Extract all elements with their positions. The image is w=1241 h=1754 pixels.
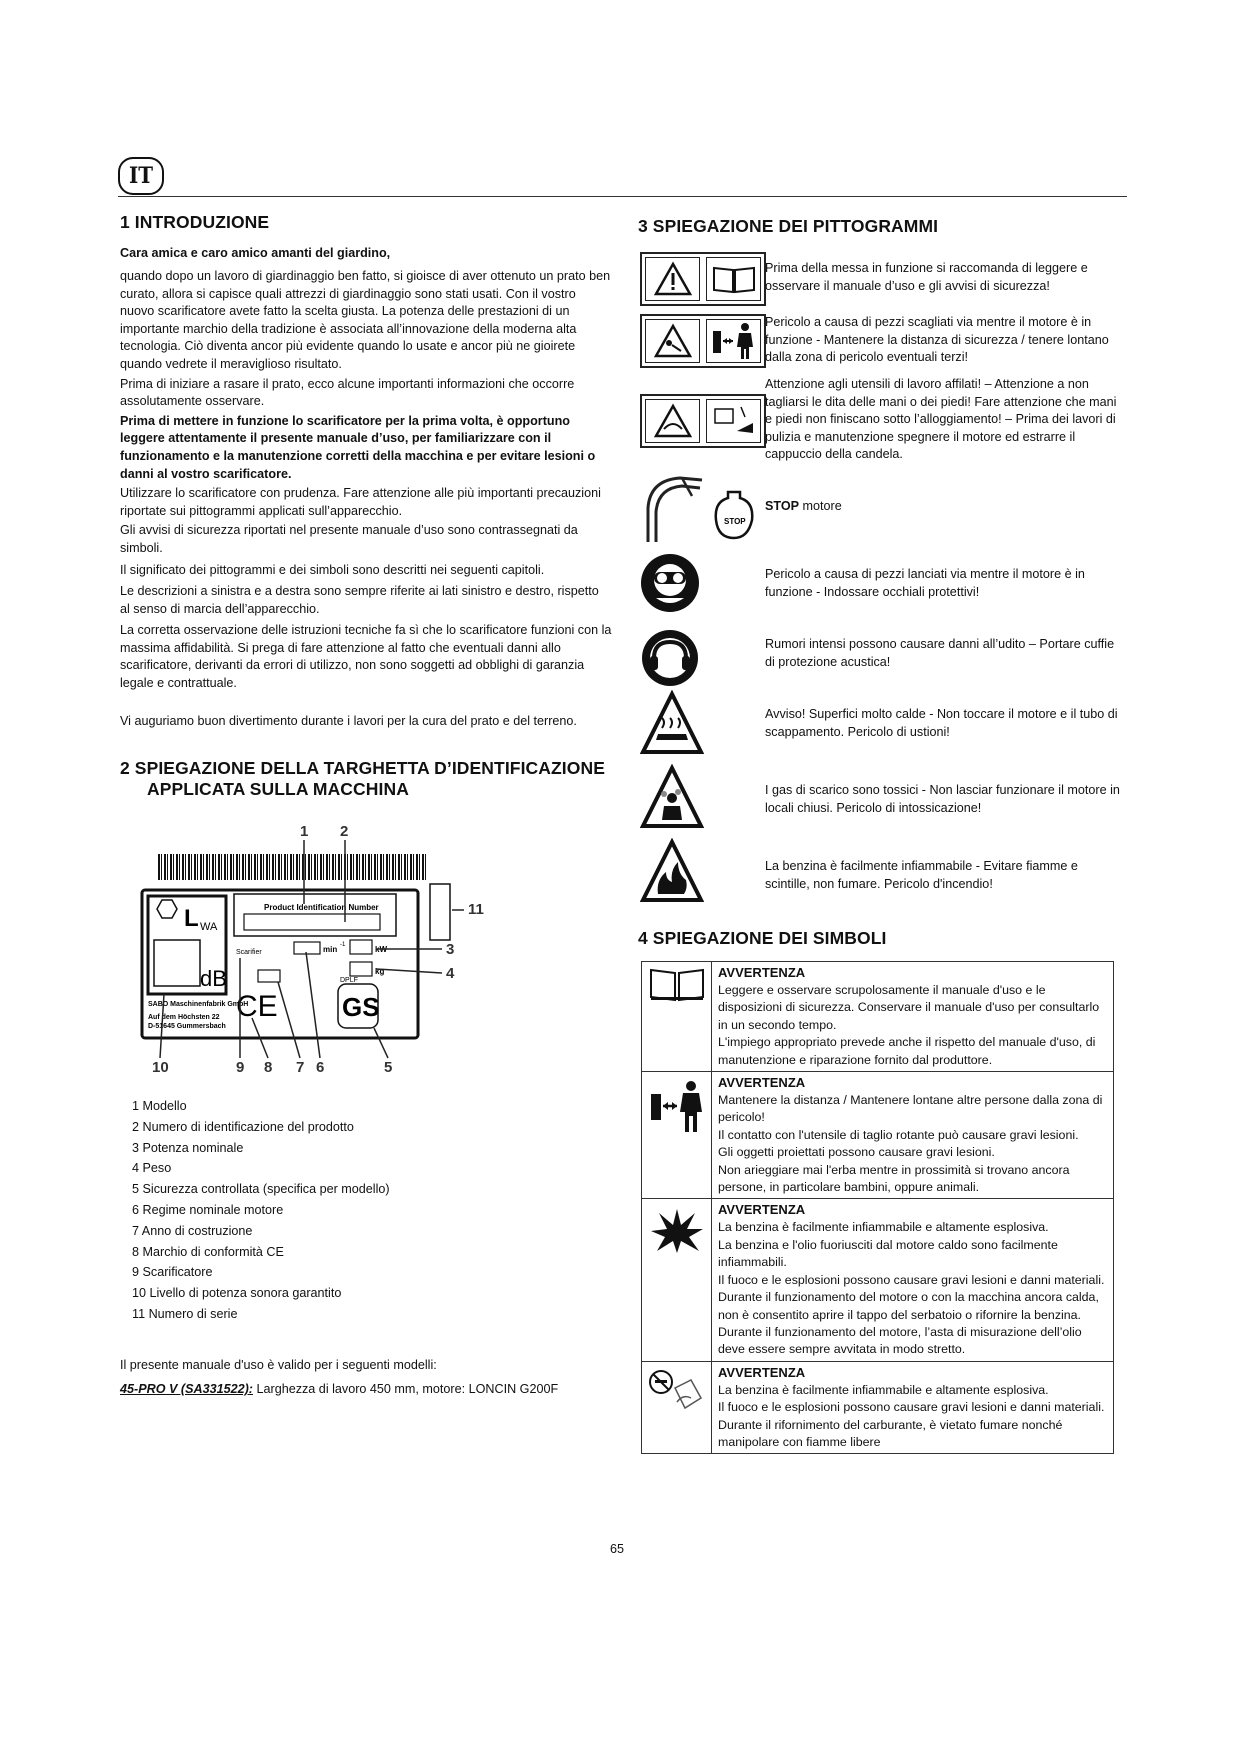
kw-label: kW	[375, 945, 387, 954]
callout-10: 10	[152, 1059, 169, 1076]
symbol-text-cell	[712, 1199, 1114, 1361]
symbol-row	[642, 1072, 1114, 1199]
warning-line: La benzina e l'olio fuoriusciti dal motore caldo sono facilmente infiammabili.	[718, 1237, 1058, 1270]
section2-title-line1: 2 SPIEGAZIONE DELLA TARGHETTA D’IDENTIFICAZIONE	[120, 758, 605, 778]
model-code: 45-PRO V (SA331522):	[120, 1382, 253, 1396]
warning-line: Durante il funzionamento del motore, l’asta di misurazione dell’olio deve essere sempre avvitata in modo stretto.	[718, 1324, 1082, 1357]
warning-heading: AVVERTENZA	[718, 1075, 806, 1091]
plate-legend	[132, 1096, 390, 1325]
ear-muffs-icon	[640, 628, 700, 688]
model-line	[120, 1382, 558, 1396]
legend-item: 8 Marchio di conformità CE	[132, 1244, 284, 1259]
intro-text	[120, 268, 612, 730]
gs-mark: GS	[342, 992, 380, 1022]
page-number: 65	[610, 1542, 625, 1556]
callout-1: 1	[300, 823, 309, 840]
picto-sharp-tools	[640, 394, 766, 448]
kg-label: kg	[375, 967, 385, 976]
legend-item: 11 Numero di serie	[132, 1306, 238, 1321]
toxic-fumes-warning-icon	[640, 764, 704, 830]
legend-item: 6 Regime nominale motore	[132, 1202, 284, 1217]
model-description: Larghezza di lavoro 450 mm, motore: LONCIN G200F	[253, 1382, 559, 1396]
warning-heading: AVVERTENZA	[718, 1202, 806, 1218]
legend-item: 7 Anno di costruzione	[132, 1223, 253, 1238]
symbol-row	[642, 1361, 1114, 1454]
symbol-icon-cell	[642, 1361, 712, 1454]
keep-distance-person-icon	[711, 321, 757, 361]
section2-title-line2: APPLICATA SULLA MACCHINA	[147, 779, 409, 799]
maker-address-1: Auf dem Höchsten 22	[148, 1014, 220, 1021]
goggles-icon	[640, 552, 700, 614]
language-badge: IT	[118, 157, 164, 195]
legend-item: 10 Livello di potenza sonora garantito	[132, 1286, 342, 1301]
intro-closing: Vi auguriamo buon divertimento durante i lavori per la cura del prato e del terreno.	[120, 713, 577, 728]
warning-line: Non arieggiare mai l'erba mentre in prossimità si trovano ancora persone, in particolare bambini, oppure animali.	[718, 1162, 1070, 1195]
warning-line: La benzina è facilmente infiammabile e altamente esplosiva.	[718, 1220, 1049, 1235]
picto-eye-protection	[640, 552, 700, 619]
book-icon	[711, 262, 757, 296]
callout-9: 9	[236, 1059, 245, 1076]
symbol-icon-cell	[642, 1072, 712, 1199]
maker-address-2: D-51645 Gummersbach	[148, 1023, 226, 1030]
lwa-subscript: WA	[200, 921, 218, 933]
legend-item: 5 Sicurezza controllata (specifica per modello)	[132, 1182, 390, 1197]
intro-paragraph: quando dopo un lavoro di giardinaggio ben fatto, si gioisce di aver ottenuto un prato ben curato, allora si capisce quali attrezzi di giardinaggio sono stati usati. Con il vostro nuovo scarificatore avete fatto la scelta giusta. La potenza delle prestazioni di un importante marchio della tradizione è associata all’innovazione della moderna alta tecnologia. Ciò diventa ancor più evidente quando lo usate e ancor più ne gioirete quando vedrete il meraviglioso risultato.	[120, 269, 611, 371]
callout-2: 2	[340, 823, 349, 840]
pin-label: Product Identification Number	[264, 903, 379, 912]
legend-item: 2 Numero di identificazione del prodotto	[132, 1119, 354, 1134]
handle-stop-icon	[640, 472, 766, 544]
ce-mark: CE	[236, 990, 278, 1023]
picto-text: Pericolo a causa di pezzi lanciati via mentre il motore è in funzione - Indossare occhiali protettivi!	[765, 567, 1085, 599]
picto-toxic-gas	[640, 764, 704, 835]
intro-paragraph: Il significato dei pittogrammi e dei simboli sono descritti nei seguenti capitoli.	[120, 562, 545, 577]
hot-surface-warning-icon	[640, 690, 704, 756]
symbol-row	[642, 1199, 1114, 1361]
legend-item: 3 Potenza nominale	[132, 1140, 244, 1155]
hex-icon	[157, 900, 177, 918]
callout-8: 8	[264, 1059, 273, 1076]
warning-triangle-icon	[653, 261, 693, 297]
lwa-symbol: L	[184, 905, 199, 932]
symbol-text-cell	[712, 1361, 1114, 1454]
legend-item: 9 Scarificatore	[132, 1265, 213, 1280]
picto-text: Pericolo a causa di pezzi scagliati via mentre il motore è in funzione - Mantenere la distanza di sicurezza / tenere lontano dalla zona di pericolo eventuali terzi!	[765, 315, 1109, 365]
warning-line: Mantenere la distanza / Mantenere lontane altre persone dalla zona di pericolo!	[718, 1093, 1103, 1125]
intro-paragraph-bold: Prima di mettere in funzione lo scarificatore per la prima volta, è opportuno leggere attentamente il presente manuale d’uso, per familiarizzare con il funzionamento e la manutenzione corretti della macchina e per evitare lesioni o danni al vostro scarificatore.	[120, 413, 596, 481]
warning-line: Durante il rifornimento del carburante, è vietato fumare nonché manipolare con fiamme libere	[718, 1417, 1063, 1449]
picto-text: Avviso! Superfici molto calde - Non toccare il motore e il tubo di scappamento. Pericolo di ustioni!	[765, 707, 1118, 739]
callout-11: 11	[468, 901, 484, 918]
stop-text: motore	[799, 499, 842, 513]
callout-3: 3	[446, 941, 455, 958]
section1-title: 1 INTRODUZIONE	[120, 212, 270, 232]
legend-item: 1 Modello	[132, 1099, 187, 1113]
warning-line: Il fuoco e le esplosioni possono causare gravi lesioni e danni materiali.	[718, 1400, 1105, 1415]
symbols-table	[641, 961, 1114, 1454]
intro-paragraph: Gli avvisi di sicurezza riportati nel presente manuale d’uso sono contrassegnati da simboli.	[120, 523, 578, 555]
valid-models-text: Il presente manuale d'uso è valido per i seguenti modelli:	[120, 1358, 437, 1372]
scarifier-label: Scarifier	[236, 949, 262, 956]
db-label: dB	[200, 966, 227, 991]
warning-line: L'impiego appropriato prevede anche il rispetto del manuale d'uso, di manutenzione e riparazione fornito dal produttore.	[718, 1035, 1096, 1067]
picto-hot-surface	[640, 690, 704, 761]
picto-text: I gas di scarico sono tossici - Non lasciar funzionare il motore in locali chiusi. Pericolo di intossicazione!	[765, 783, 1120, 815]
warning-line: Il fuoco e le esplosioni possono causare gravi lesioni e danni materiali.	[718, 1272, 1105, 1287]
intro-paragraph: Prima di iniziare a rasare il prato, ecco alcune importanti informazioni che occorre assolutamente osservare.	[120, 376, 575, 409]
picto-text: Rumori intensi possono causare danni all’udito – Portare cuffie di protezione acustica!	[765, 637, 1115, 669]
section4-title: 4 SPIEGAZIONE DEI SIMBOLI	[638, 928, 887, 948]
blade-warning-icon	[653, 403, 693, 439]
fire-warning-icon	[640, 838, 704, 904]
warning-line: La benzina è facilmente infiammabile e altamente esplosiva.	[718, 1382, 1049, 1397]
identification-plate-diagram	[140, 818, 520, 1088]
symbol-icon-cell	[642, 962, 712, 1072]
header-rule	[118, 196, 1127, 197]
stop-label: STOP	[724, 517, 746, 526]
picto-ear-protection	[640, 628, 700, 693]
picto-text: La benzina è facilmente infiammabile - Evitare fiamme e scintille, non fumare. Pericolo d'incendio!	[765, 859, 1078, 891]
stop-bold: STOP	[765, 499, 800, 513]
callout-7: 7	[296, 1059, 305, 1076]
spark-plug-maintenance-icon	[711, 403, 757, 439]
explosion-icon	[649, 1207, 705, 1255]
picto-fire	[640, 838, 704, 909]
callout-4: 4	[446, 965, 455, 982]
min-superscript: -1	[340, 942, 346, 948]
legend-item: 4 Peso	[132, 1161, 172, 1176]
warning-line: Durante il funzionamento del motore o con la macchina ancora calda, non è consentito aprire il tappo del serbatoio o rifornire la benzina.	[718, 1290, 1099, 1322]
callout-5: 5	[384, 1059, 393, 1076]
callout-6: 6	[316, 1059, 325, 1076]
thrown-objects-warning-icon	[653, 323, 693, 359]
section3-title: 3 SPIEGAZIONE DEI PITTOGRAMMI	[638, 216, 939, 236]
warning-line: Gli oggetti proiettati possono causare gravi lesioni.	[718, 1145, 995, 1160]
keep-distance-icon	[647, 1076, 707, 1136]
warning-heading: AVVERTENZA	[718, 1364, 806, 1380]
section2-title	[120, 758, 605, 800]
symbol-row	[642, 962, 1114, 1072]
symbol-text-cell	[712, 1072, 1114, 1199]
picto-text	[765, 498, 1125, 516]
min-label: min	[323, 945, 338, 954]
no-smoking-refuel-icon	[647, 1368, 707, 1412]
picto-text: Prima della messa in funzione si raccomanda di leggere e osservare il manuale d’uso e gli avvisi di sicurezza!	[765, 261, 1088, 293]
barcode	[156, 854, 426, 880]
picto-keep-distance	[640, 314, 766, 368]
intro-paragraph: La corretta osservazione delle istruzioni tecniche fa sì che lo scarificatore funzioni con la massima affidabilità. Si prega di fare attenzione al fatto che eventuali danni allo scarificatore, derivanti da errori di utilizzo, non sono soggetti ad obblighi di garanzia legale e contrattuale.	[120, 623, 612, 691]
picto-stop-engine	[640, 472, 766, 549]
intro-paragraph: Le descrizioni a sinistra e a destra sono sempre riferite ai lati sinistro e destro, rispetto al senso di marcia dell’apparecchio.	[120, 584, 599, 616]
warning-line: Il contatto con l'utensile di taglio rotante può causare gravi lesioni.	[718, 1127, 1079, 1142]
intro-paragraph: Utilizzare lo scarificatore con prudenza. Fare attenzione alle più importanti precauzioni riportate sui pittogrammi applicati sull’apparecchio.	[120, 486, 601, 518]
symbol-text-cell	[712, 962, 1114, 1072]
warning-line: Leggere e osservare scrupolosamente il manuale d'uso e le disposizioni di sicurezza. Conservare il manuale d'uso per consultarlo in un secondo tempo.	[718, 983, 1100, 1032]
symbol-icon-cell	[642, 1199, 712, 1361]
picto-read-manual	[640, 252, 766, 306]
picto-text: Attenzione agli utensili di lavoro affilati! – Attenzione a non tagliarsi le dita delle mani o dei piedi! Fare attenzione che mani e piedi non finiscano sotto l’alloggiamento! – Prima dei lavori di pulizia e manutenzione spegnere il motore ed estrarre il cappuccio della candela.	[765, 377, 1117, 462]
warning-heading: AVVERTENZA	[718, 965, 806, 980]
manual-book-icon	[647, 964, 707, 1004]
dplf-label: DPLF	[340, 977, 358, 984]
maker-name: SABO Maschinenfabrik GmbH	[148, 1001, 249, 1008]
greeting: Cara amica e caro amico amanti del giardino,	[120, 246, 391, 260]
